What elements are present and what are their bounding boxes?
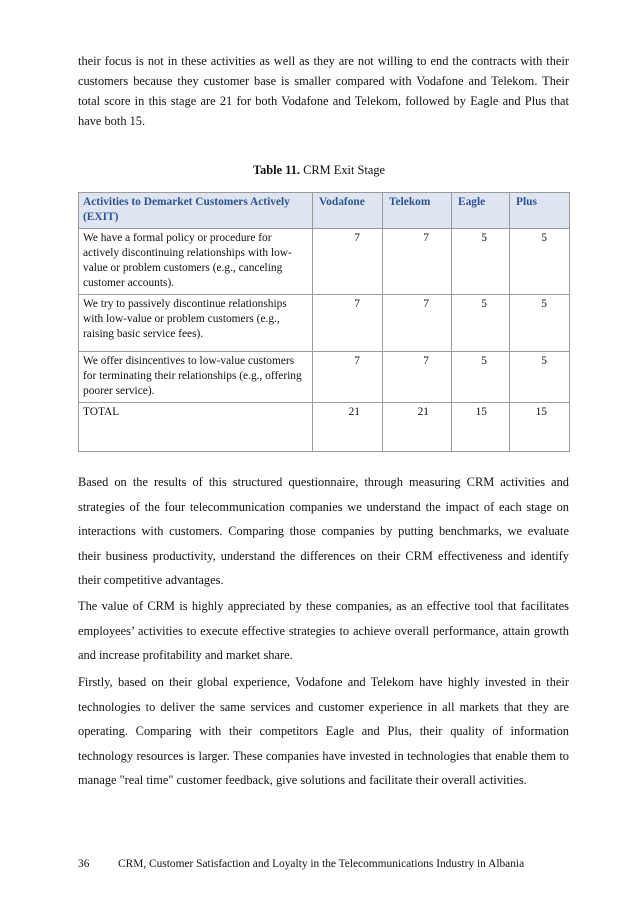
total-vodafone: 21: [313, 402, 383, 451]
page-footer: [78, 858, 524, 870]
row-score-telekom: 7: [383, 351, 452, 402]
row-score-plus: 5: [510, 294, 570, 351]
total-telekom: 21: [383, 402, 452, 451]
row-score-eagle: 5: [452, 294, 510, 351]
crm-exit-stage-table: [78, 192, 570, 452]
table-row: [79, 351, 570, 402]
page-number: 36: [78, 858, 90, 870]
running-title: CRM, Customer Satisfaction and Loyalty in the Telecommunications Industry in Albania: [118, 858, 525, 870]
row-score-vodafone: 7: [313, 351, 383, 402]
header-eagle: Eagle: [452, 193, 510, 229]
table-caption: [0, 163, 638, 178]
row-score-telekom: 7: [383, 294, 452, 351]
row-activity: We have a formal policy or procedure for actively discontinuing relationships with low-value or problem customers (e.g., canceling customer accounts).: [79, 228, 313, 294]
header-plus: Plus: [510, 193, 570, 229]
table-header-row: [79, 193, 570, 229]
table-caption-label: Table 11.: [252, 163, 301, 177]
paragraph-intro: their focus is not in these activities as well as they are not willing to end the contracts with their customers because they customer base is smaller compared with Vodafone and Telekom. Their total score in this stage are 21 for both Vodafone and Telekom, followed by Eagle and Plus that have both 15.: [78, 54, 569, 128]
header-vodafone: Vodafone: [313, 193, 383, 229]
paragraph-firstly: Firstly, based on their global experience, Vodafone and Telekom have highly invested in their technologies to deliver the same services and customer experience in all markets that they are operating. Comparing with their competitors Eagle and Plus, their quality of information technology resources is larger. These companies have invested in technologies that enable them to manage "real time" customer feedback, give solutions and facilitate their overall activities.: [78, 675, 569, 788]
table-caption-text: CRM Exit Stage: [300, 163, 386, 177]
row-activity: We offer disincentives to low-value customers for terminating their relationships (e.g., offering poorer service).: [79, 351, 313, 402]
paragraph-results: Based on the results of this structured questionnaire, through measuring CRM activities and strategies of the four telecommunication companies we understand the impact of each stage on interactions with customers. Comparing those companies by putting benchmarks, we evaluate their business productivity, understand the differences on their CRM effectiveness and identify their competitive advantages.: [78, 475, 569, 588]
table-row: [79, 294, 570, 351]
table-row: [79, 228, 570, 294]
row-score-plus: 5: [510, 351, 570, 402]
total-plus: 15: [510, 402, 570, 451]
row-score-eagle: 5: [452, 228, 510, 294]
row-score-vodafone: 7: [313, 228, 383, 294]
row-score-plus: 5: [510, 228, 570, 294]
row-score-vodafone: 7: [313, 294, 383, 351]
table-total-row: [79, 402, 570, 451]
header-activities: Activities to Demarket Customers Actively (EXIT): [79, 193, 313, 229]
row-score-telekom: 7: [383, 228, 452, 294]
paragraph-value: The value of CRM is highly appreciated by these companies, as an effective tool that facilitates employees’ activities to execute effective strategies to achieve overall performance, attain growth and increase profitability and market share.: [78, 599, 569, 663]
total-eagle: 15: [452, 402, 510, 451]
header-telekom: Telekom: [383, 193, 452, 229]
total-label: TOTAL: [79, 402, 313, 451]
row-activity: We try to passively discontinue relationships with low-value or problem customers (e.g., raising basic service fees).: [79, 294, 313, 351]
row-score-eagle: 5: [452, 351, 510, 402]
